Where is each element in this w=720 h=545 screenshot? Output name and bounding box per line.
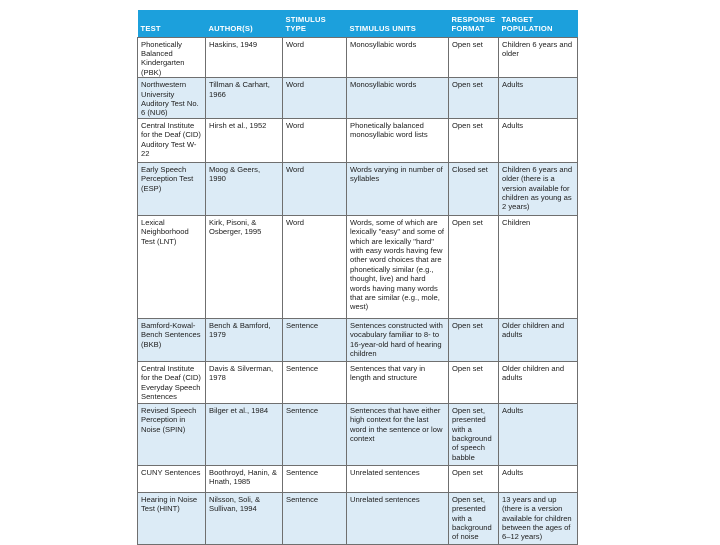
cell-target-population: Older children and adults: [499, 361, 578, 403]
cell-stimulus-units: Monosyllabic words: [347, 37, 449, 78]
cell-stimulus-type: Sentence: [283, 465, 347, 492]
cell-target-population: Adults: [499, 403, 578, 465]
cell-stimulus-units: Phonetically balanced monosyllabic word lists: [347, 118, 449, 162]
cell-stimulus-type: Word: [283, 215, 347, 318]
table-body: [138, 37, 578, 544]
cell-target-population: Children 6 years and older (there is a version available for children as young as 2 years): [499, 162, 578, 215]
cell-authors: Tillman & Carhart, 1966: [206, 78, 283, 119]
cell-response-format: Open set, presented with a background of speech babble: [449, 403, 499, 465]
cell-response-format: Open set: [449, 78, 499, 119]
cell-authors: Nilsson, Soli, & Sullivan, 1994: [206, 492, 283, 544]
cell-test: Revised Speech Perception in Noise (SPIN): [138, 403, 206, 465]
cell-response-format: Open set: [449, 37, 499, 78]
table-row: [138, 492, 578, 544]
cell-stimulus-units: Unrelated sentences: [347, 465, 449, 492]
table-row: [138, 37, 578, 78]
cell-authors: Davis & Silverman, 1978: [206, 361, 283, 403]
table-row: [138, 465, 578, 492]
cell-authors: Hirsh et al., 1952: [206, 118, 283, 162]
header-stimulus-units: STIMULUS UNITS: [349, 24, 417, 34]
cell-stimulus-type: Word: [283, 118, 347, 162]
cell-response-format: Open set: [449, 318, 499, 361]
cell-target-population: Older children and adults: [499, 318, 578, 361]
cell-authors: Bench & Bamford, 1979: [206, 318, 283, 361]
table-header: [138, 10, 578, 37]
header-authors: AUTHOR(S): [208, 24, 253, 34]
header-target-population: TARGET POPULATION: [501, 15, 553, 34]
cell-authors: Bilger et al., 1984: [206, 403, 283, 465]
table-row: [138, 118, 578, 162]
cell-test: Early Speech Perception Test (ESP): [138, 162, 206, 215]
cell-test: Hearing in Noise Test (HINT): [138, 492, 206, 544]
cell-authors: Haskins, 1949: [206, 37, 283, 78]
cell-stimulus-type: Word: [283, 162, 347, 215]
cell-stimulus-type: Word: [283, 37, 347, 78]
cell-stimulus-units: Words varying in number of syllables: [347, 162, 449, 215]
header-stimulus-type: STIMULUS TYPE: [285, 15, 326, 34]
cell-stimulus-type: Word: [283, 78, 347, 119]
cell-authors: Boothroyd, Hanin, & Hnath, 1985: [206, 465, 283, 492]
cell-test: Central Institute for the Deaf (CID) Auditory Test W-22: [138, 118, 206, 162]
cell-stimulus-units: Unrelated sentences: [347, 492, 449, 544]
cell-stimulus-type: Sentence: [283, 318, 347, 361]
cell-stimulus-type: Sentence: [283, 403, 347, 465]
table-row: [138, 318, 578, 361]
speech-tests-table-page: [137, 10, 577, 542]
cell-stimulus-units: Sentences that vary in length and structure: [347, 361, 449, 403]
cell-target-population: Children: [499, 215, 578, 318]
cell-response-format: Open set: [449, 118, 499, 162]
cell-response-format: Open set, presented with a background of noise: [449, 492, 499, 544]
cell-test: Lexical Neighborhood Test (LNT): [138, 215, 206, 318]
header-response-format: RESPONSE FORMAT: [451, 15, 496, 34]
cell-response-format: Open set: [449, 361, 499, 403]
cell-stimulus-units: Monosyllabic words: [347, 78, 449, 119]
table-row: [138, 215, 578, 318]
cell-stimulus-units: Sentences that have either high context for the last word in the sentence or low context: [347, 403, 449, 465]
cell-response-format: Open set: [449, 215, 499, 318]
cell-test: CUNY Sentences: [138, 465, 206, 492]
cell-stimulus-units: Words, some of which are lexically "easy" and some of which are lexically "hard" with easy words having few other word choices that are phonetically similar (e.g., thought, live) and hard words having many words that are similar (e.g., mole, west): [347, 215, 449, 318]
header-row: [138, 10, 578, 37]
cell-test: Northwestern University Auditory Test No. 6 (NU6): [138, 78, 206, 119]
cell-stimulus-units: Sentences constructed with vocabulary familiar to 8- to 16-year-old hard of hearing children: [347, 318, 449, 361]
cell-authors: Moog & Geers, 1990: [206, 162, 283, 215]
table-row: [138, 78, 578, 119]
cell-target-population: Children 6 years and older: [499, 37, 578, 78]
cell-target-population: Adults: [499, 118, 578, 162]
cell-stimulus-type: Sentence: [283, 361, 347, 403]
cell-test: Phonetically Balanced Kindergarten (PBK): [138, 37, 206, 78]
speech-tests-table: [137, 10, 578, 545]
cell-stimulus-type: Sentence: [283, 492, 347, 544]
header-test: TEST: [140, 24, 161, 34]
table-row: [138, 403, 578, 465]
cell-target-population: Adults: [499, 78, 578, 119]
table-row: [138, 361, 578, 403]
cell-response-format: Closed set: [449, 162, 499, 215]
cell-target-population: 13 years and up (there is a version available for children between the ages of 6–12 years): [499, 492, 578, 544]
table-row: [138, 162, 578, 215]
cell-test: Bamford-Kowal-Bench Sentences (BKB): [138, 318, 206, 361]
cell-authors: Kirk, Pisoni, & Osberger, 1995: [206, 215, 283, 318]
cell-target-population: Adults: [499, 465, 578, 492]
cell-response-format: Open set: [449, 465, 499, 492]
cell-test: Central Institute for the Deaf (CID) Everyday Speech Sentences: [138, 361, 206, 403]
